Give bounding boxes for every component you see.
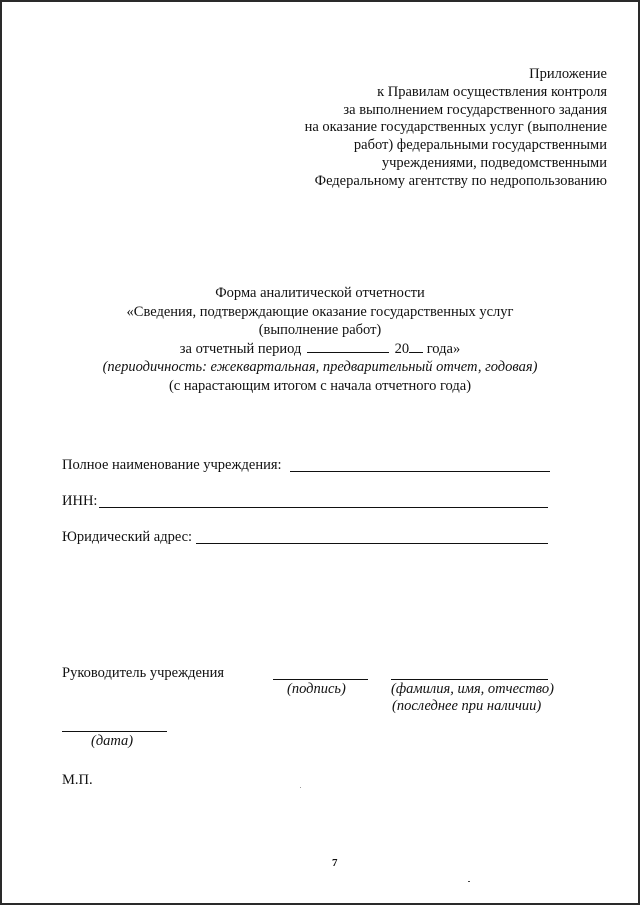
stamp-label: М.П. — [62, 772, 93, 788]
appendix-line: на оказание государственных услуг (выполнение — [304, 119, 607, 136]
appendix-header — [305, 66, 607, 191]
appendix-line: учреждениями, подведомственными — [381, 154, 607, 171]
cumulative-note: (с нарастающим итогом с начала отчетного года) — [168, 377, 472, 394]
periodicity-note: (периодичность: ежеквартальная, предварительный отчет, годовая) — [102, 359, 538, 375]
inn-field[interactable] — [99, 507, 548, 508]
scan-speck — [300, 787, 301, 788]
title-line: (выполнение работ) — [258, 322, 382, 338]
period-prefix: за отчетный период — [179, 340, 302, 357]
title-line: Форма аналитической отчетности — [215, 285, 425, 301]
period-year-prefix: 20 — [394, 340, 410, 357]
period-suffix: года» — [426, 340, 461, 357]
institution-name-field[interactable] — [290, 471, 550, 472]
institution-name-label: Полное наименование учреждения: — [62, 457, 282, 473]
period-blank[interactable] — [307, 340, 389, 353]
date-field[interactable] — [62, 731, 167, 732]
legal-address-field[interactable] — [196, 543, 548, 544]
head-label: Руководитель учреждения — [62, 665, 225, 681]
reporting-period-line — [2, 340, 638, 359]
page-number: 7 — [332, 857, 338, 869]
form-title — [2, 284, 638, 395]
signature-caption: (подпись) — [287, 681, 346, 697]
appendix-line: Приложение — [529, 66, 607, 82]
scan-speck — [468, 881, 470, 882]
legal-address-label: Юридический адрес: — [62, 529, 193, 545]
inn-label: ИНН: — [62, 493, 98, 509]
year-blank[interactable] — [409, 340, 423, 353]
title-line: «Сведения, подтверждающие оказание государственных услуг — [126, 303, 514, 320]
fio-note: (последнее при наличии) — [392, 698, 542, 714]
appendix-line: Федеральному агентству по недропользованию — [314, 172, 607, 189]
fio-caption: (фамилия, имя, отчество) — [391, 681, 554, 697]
appendix-line: к Правилам осуществления контроля — [377, 83, 607, 100]
appendix-line: за выполнением государственного задания — [343, 101, 607, 118]
date-caption: (дата) — [91, 733, 134, 749]
signature-field[interactable] — [273, 679, 368, 680]
appendix-line: работ) федеральными государственными — [353, 137, 607, 154]
fio-field[interactable] — [391, 679, 548, 680]
